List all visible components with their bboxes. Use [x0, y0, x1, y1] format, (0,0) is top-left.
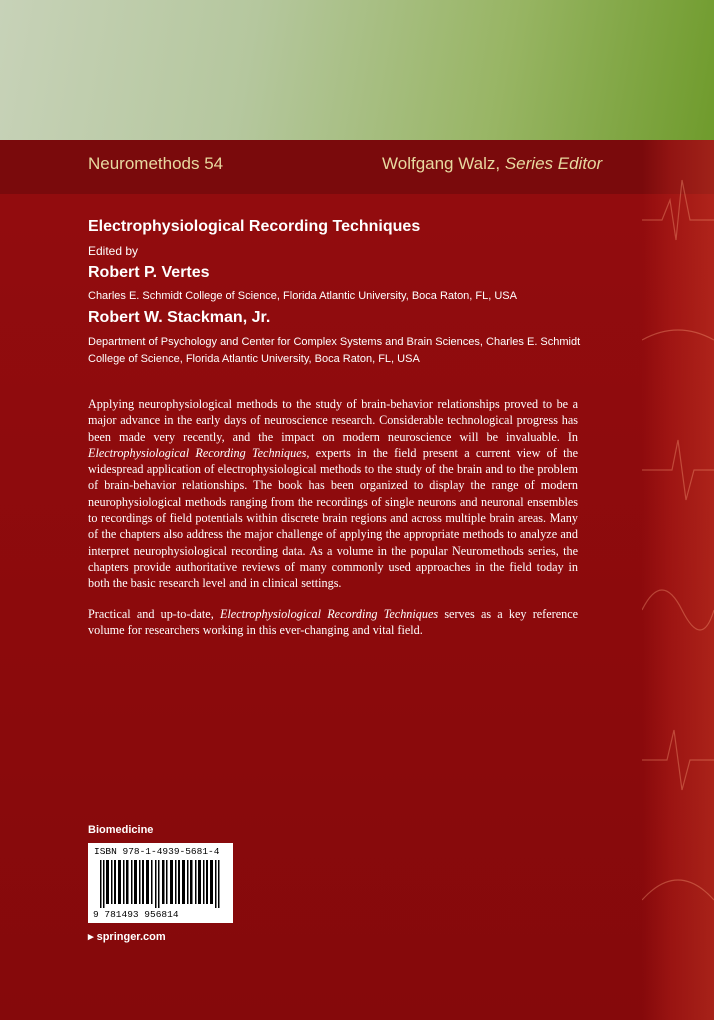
edited-by: Edited by [88, 244, 139, 258]
author-name: Robert P. Vertes [88, 264, 210, 281]
editor-role: Series Editor [504, 154, 603, 173]
author-name-second: Robert W. Stackman, Jr. [88, 309, 271, 326]
isbn-text: ISBN 978-1-4939-5681-4 [94, 846, 220, 857]
subject-category: Biomedicine [88, 824, 154, 836]
publisher-website-link[interactable]: ▸ springer.com [88, 931, 166, 943]
barcode-bars [100, 860, 222, 908]
author-affiliation: Charles E. Schmidt College of Science, Florida Atlantic University, Boca Raton, FL, USA [88, 290, 517, 302]
book-description [88, 396, 578, 652]
author-affiliation-second: Department of Psychology and Center for Complex Systems and Brain Sciences, Charles E. Schmidt College of Science, Florida Atlantic University, Boca Raton, FL, USA [88, 336, 581, 365]
description-paragraph: Applying neurophysiological methods to the study of brain-behavior relationships proved to be a major advance in the early days of neuroscience research. Considerable technological progress has been made very recently, and the impact on modern neuroscience will be invaluable. In Electrophysiological Recording Techniques, experts in the field present a current view of the widespread application of electrophysiological methods to the study of the brain and to the problem of brain-behavior relationships. The book has been organized to display the range of modern neurophysiological methods ranging from the recordings of single neurons and neuronal ensembles to recordings of field potentials within discrete brain regions and across multiple brain areas. Many of the chapters also address the major challenge of applying the appropriate methods to analyze and interpret neurophysiological recording data. As a volume in the popular Neuromethods series, the chapters provide authoritative reviews of many commonly used approaches in the field today in both the basic research level and in clinical settings. [88, 397, 579, 591]
isbn-barcode [88, 843, 233, 923]
series-title: Neuromethods 54 [88, 154, 224, 173]
top-green-band [0, 0, 714, 140]
barcode-digits: 9 781493 956814 [93, 909, 179, 920]
series-editor [382, 154, 602, 174]
book-title: Electrophysiological Recording Techniques [88, 218, 421, 235]
editor-name: Wolfgang Walz, [382, 154, 501, 173]
description-paragraph-second: Practical and up-to-date, Electrophysiological Recording Techniques serves as a key reference volume for researchers working in this ever-changing and vital field. [88, 606, 579, 637]
ecg-wave-decoration [642, 140, 714, 1020]
